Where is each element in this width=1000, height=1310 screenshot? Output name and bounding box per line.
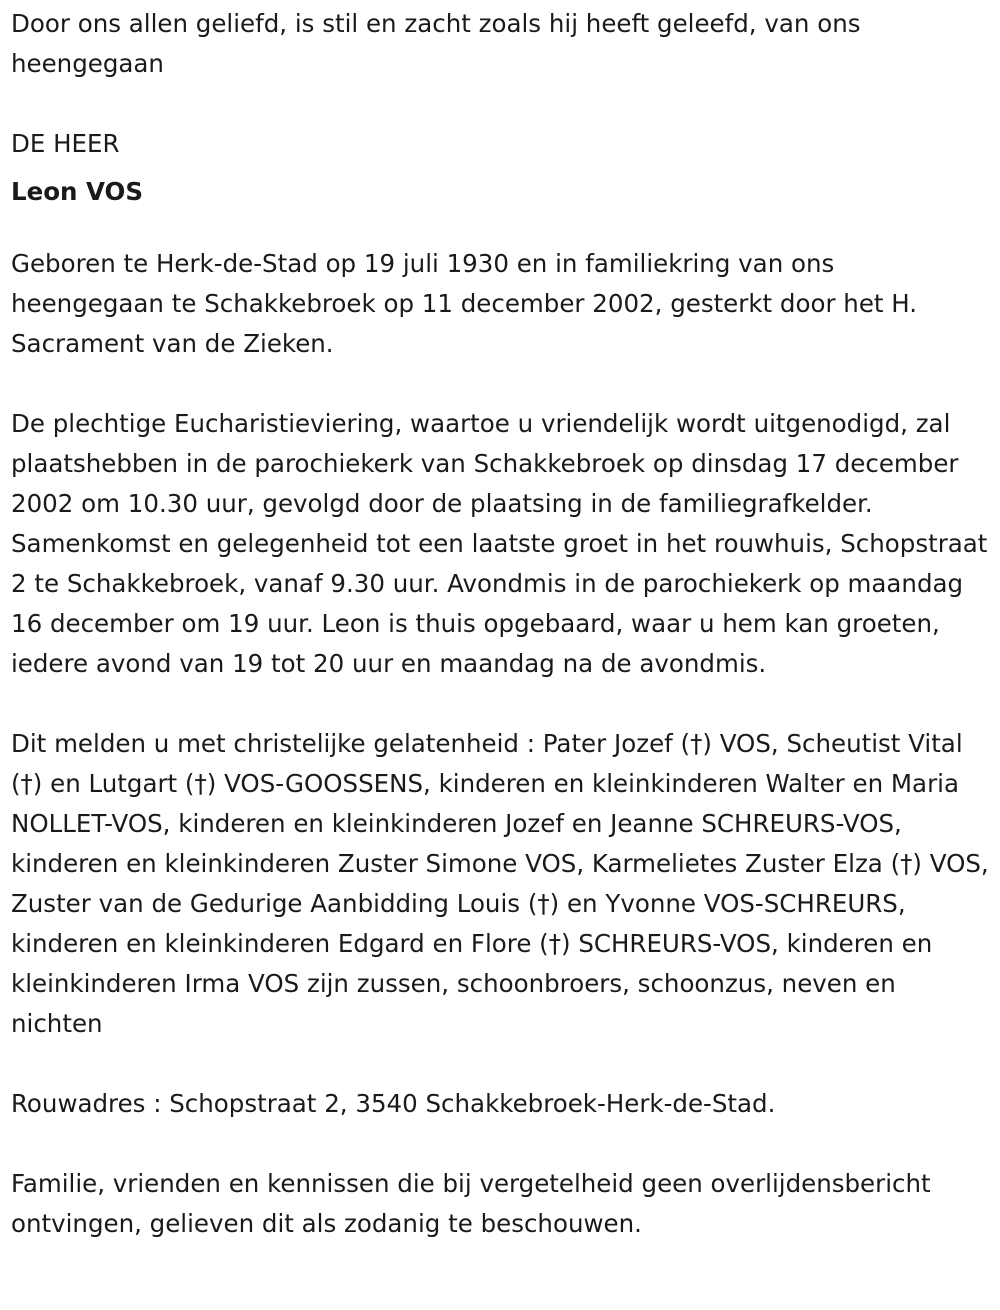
spacer <box>11 1124 992 1164</box>
spacer <box>11 212 992 244</box>
deceased-name: Leon VOS <box>11 177 144 206</box>
ceremony-paragraph: De plechtige Eucharistieviering, waartoe u vriendelijk wordt uitgenodigd, zal plaatshebben in de parochiekerk van Schakkebroek op dinsdag 17 december 2002 om 10.30 uur, gevolgd door de plaatsing in de familiegrafkelder. Samenkomst en gelegenheid tot een laatste groet in het rouwhuis, Schopstraat 2 te Schakkebroek, vanaf 9.30 uur. Avondmis in de parochiekerk op maandag 16 december om 19 uur. Leon is thuis opgebaard, waar u hem kan groeten, iedere avond van 19 tot 20 uur en maandag na de avondmis. <box>11 409 988 678</box>
mourning-address: Rouwadres : Schopstraat 2, 3540 Schakkebroek-Herk-de-Stad. <box>11 1089 776 1118</box>
salutation: DE HEER <box>11 129 120 158</box>
family-paragraph: Dit melden u met christelijke gelatenheid : Pater Jozef (†) VOS, Scheutist Vital (†) en Lutgart (†) VOS-GOOSSENS, kinderen en kleinkinderen Walter en Maria NOLLET-VOS, kinderen en kleinkinderen Jozef en Jeanne SCHREURS-VOS, kinderen en kleinkinderen Zuster Simone VOS, Karmelietes Zuster Elza (†) VOS, Zuster van de Gedurige Aanbidding Louis (†) en Yvonne VOS-SCHREURS, kinderen en kleinkinderen Edgard en Flore (†) SCHREURS-VOS, kinderen en kleinkinderen Irma VOS zijn zussen, schoonbroers, schoonzus, neven en nichten <box>11 729 989 1038</box>
spacer <box>11 684 992 724</box>
closing-paragraph: Familie, vrienden en kennissen die bij vergetelheid geen overlijdensbericht ontvingen, gelieven dit als zodanig te beschouwen. <box>11 1169 931 1238</box>
intro-text: Door ons allen geliefd, is stil en zacht zoals hij heeft geleefd, van ons heengegaan <box>11 9 861 78</box>
spacer <box>11 1044 992 1084</box>
spacer <box>11 364 992 404</box>
birth-death-paragraph: Geboren te Herk-de-Stad op 19 juli 1930 en in familiekring van ons heengegaan te Schakkebroek op 11 december 2002, gesterkt door het H. Sacrament van de Zieken. <box>11 249 918 358</box>
spacer <box>11 84 992 124</box>
